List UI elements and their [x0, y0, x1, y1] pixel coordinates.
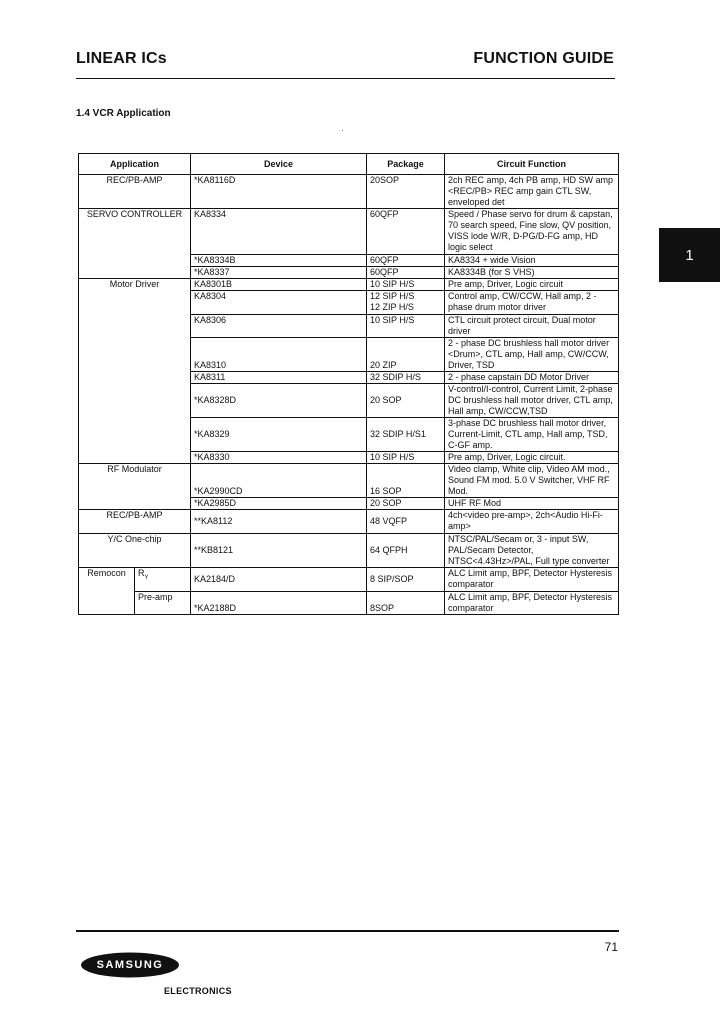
package-cell: 8SOP: [367, 592, 445, 615]
group-motor-driver: Motor Driver: [79, 279, 191, 464]
package-cell: 20SOP: [367, 175, 445, 209]
logo-subtitle: ELECTRONICS: [164, 986, 232, 996]
ry-subscript: Y: [144, 574, 149, 581]
table-row: [79, 510, 619, 534]
package-cell: 20 ZIP: [367, 338, 445, 372]
table-row: [79, 209, 619, 255]
footer-rule: [76, 930, 619, 932]
device-cell: KA8310: [191, 338, 367, 372]
device-cell: *KA8116D: [191, 175, 367, 209]
logo-wordmark: SAMSUNG: [96, 959, 164, 971]
device-cell: *KA8337: [191, 267, 367, 279]
package-cell: 20 SOP: [367, 498, 445, 510]
package-cell: 16 SOP: [367, 464, 445, 498]
group-yc-one-chip: Y/C One-chip: [79, 534, 191, 568]
function-cell: 2 - phase capstain DD Motor Driver: [445, 372, 619, 384]
function-cell: KA8334 + wide Vision: [445, 255, 619, 267]
function-cell: V-control/I-control, Current Limit, 2-phase DC brushless hall motor driver, CTL amp, Hall amp, CW/CCW,TSD: [445, 384, 619, 418]
device-cell: *KA8330: [191, 452, 367, 464]
device-cell: *KA8334B: [191, 255, 367, 267]
table-row: [79, 534, 619, 568]
function-cell: 4ch<video pre-amp>, 2ch<Audio Hi-Fi-amp>: [445, 510, 619, 534]
function-cell: 3-phase DC brushless hall motor driver, Current-Limit, CTL amp, Hall amp, TSD, C-GF amp.: [445, 418, 619, 452]
package-cell: 60QFP: [367, 255, 445, 267]
device-cell: *KA2985D: [191, 498, 367, 510]
device-cell: KA8304: [191, 291, 367, 315]
table-row: [79, 592, 619, 615]
function-cell: ALC Limit amp, BPF, Detector Hysteresis comparator: [445, 568, 619, 592]
group-ry: [135, 568, 191, 592]
package-cell: 10 SIP H/S: [367, 279, 445, 291]
header-right-title: FUNCTION GUIDE: [473, 50, 614, 67]
device-cell: KA8301B: [191, 279, 367, 291]
device-cell: *KA2990CD: [191, 464, 367, 498]
header-package: Package: [367, 154, 445, 175]
package-cell: 10 SIP H/S: [367, 315, 445, 338]
group-pre-amp: Pre-amp: [135, 592, 191, 615]
device-cell: *KA8328D: [191, 384, 367, 418]
package-cell: 32 SDIP H/S: [367, 372, 445, 384]
page-number: 71: [604, 940, 618, 954]
function-cell: Pre amp, Driver, Logic circuit.: [445, 452, 619, 464]
group-rec-pb-amp-2: REC/PB-AMP: [79, 510, 191, 534]
group-remocon: Remocon: [79, 568, 135, 615]
table-row: [79, 175, 619, 209]
chapter-tab-marker: 1: [659, 228, 720, 282]
package-cell: 64 QFPH: [367, 534, 445, 568]
package-cell: 12 SIP H/S 12 ZIP H/S: [367, 291, 445, 315]
header-rule: [76, 78, 615, 79]
package-cell: 48 VQFP: [367, 510, 445, 534]
function-cell: CTL circuit protect circuit, Dual motor driver: [445, 315, 619, 338]
device-cell: KA8306: [191, 315, 367, 338]
function-cell: Control amp, CW/CCW, Hall amp, 2 - phase drum motor driver: [445, 291, 619, 315]
device-cell: KA2184/D: [191, 568, 367, 592]
device-cell: *KA2188D: [191, 592, 367, 615]
header-left-title: LINEAR ICs: [76, 50, 167, 67]
section-title: 1.4 VCR Application: [76, 108, 171, 119]
function-cell: Speed / Phase servo for drum & capstan, 70 search speed, Fine slow, QV position, VISS lode W/R, D-PG/D-FG amp, HD logic select: [445, 209, 619, 255]
device-cell: **KA8112: [191, 510, 367, 534]
group-rec-pb-amp: REC/PB-AMP: [79, 175, 191, 209]
header-device: Device: [191, 154, 367, 175]
device-cell: *KA8329: [191, 418, 367, 452]
function-cell: Pre amp, Driver, Logic circuit: [445, 279, 619, 291]
function-cell: Video clamp, White clip, Video AM mod., Sound FM mod. 5.0 V Switcher, VHF RF Mod.: [445, 464, 619, 498]
function-cell: KA8334B (for S VHS): [445, 267, 619, 279]
group-rf-modulator: RF Modulator: [79, 464, 191, 510]
table-row: [79, 464, 619, 498]
table-row: [79, 279, 619, 291]
table-row: [79, 568, 619, 592]
samsung-logo: [80, 952, 180, 978]
device-cell: **KB8121: [191, 534, 367, 568]
function-cell: 2 - phase DC brushless hall motor driver <Drum>, CTL amp, Hall amp, CW/CCW, Driver, TSD: [445, 338, 619, 372]
header-circuit-function: Circuit Function: [445, 154, 619, 175]
device-cell: KA8334: [191, 209, 367, 255]
package-cell: 8 SIP/SOP: [367, 568, 445, 592]
scan-speck: [342, 130, 343, 131]
device-cell: KA8311: [191, 372, 367, 384]
package-cell: 10 SIP H/S: [367, 452, 445, 464]
function-cell: ALC Limit amp, BPF, Detector Hysteresis comparator: [445, 592, 619, 615]
package-cell: 60QFP: [367, 209, 445, 255]
package-cell: 60QFP: [367, 267, 445, 279]
group-servo-controller: SERVO CONTROLLER: [79, 209, 191, 279]
function-cell: 2ch REC amp, 4ch PB amp, HD SW amp <REC/PB> REC amp gain CTL SW, enveloped det: [445, 175, 619, 209]
function-cell: NTSC/PAL/Secam or, 3 - input SW, PAL/Secam Detector, NTSC<4.43Hz>/PAL, Full type converter: [445, 534, 619, 568]
package-cell: 32 SDIP H/S1: [367, 418, 445, 452]
package-cell: 20 SOP: [367, 384, 445, 418]
function-guide-table: [78, 153, 618, 615]
function-cell: UHF RF Mod: [445, 498, 619, 510]
ry-main-label: R: [138, 568, 145, 578]
header-application: Application: [79, 154, 191, 175]
table-header-row: [79, 154, 619, 175]
